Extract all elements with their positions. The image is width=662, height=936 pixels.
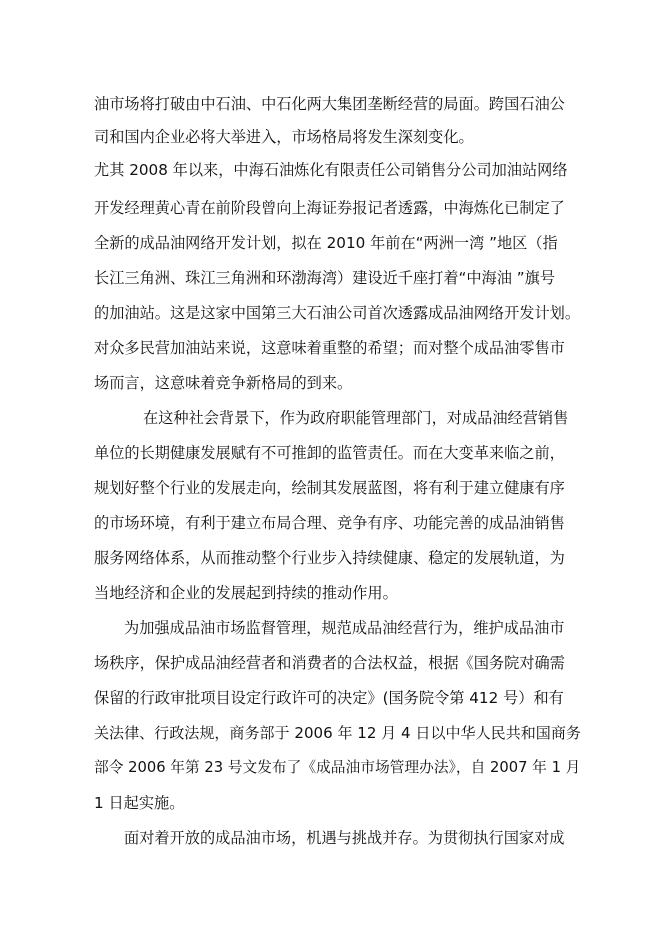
text-line: 服务网络体系，从而推动整个行业步入持续健康、稳定的发展轨道，为: [94, 549, 565, 567]
text-line: 的市场环境，有利于建立布局合理、竞争有序、功能完善的成品油销售: [94, 514, 565, 532]
text-line: 对众多民营加油站来说，这意味着重整的希望；而对整个成品油零售市: [94, 339, 565, 357]
text-line: 尤其 2008 年以来，中海石油炼化有限责任公司销售分公司加油站网络: [94, 161, 568, 179]
text-line: 规划好整个行业的发展走向，绘制其发展蓝图，将有利于建立健康有序: [94, 479, 565, 497]
text-line: 场秩序，保护成品油经营者和消费者的合法权益，根据《国务院对确需: [94, 654, 565, 672]
text-line: 全新的成品油网络开发计划，拟在 2010 年前在“两洲一湾 ”地区（指: [94, 234, 558, 252]
text-line: 司和国内企业必将大举进入，市场格局将发生深刻变化。: [94, 128, 474, 146]
text-line: 的加油站。这是这家中国第三大石油公司首次透露成品油网络开发计划。: [94, 304, 580, 322]
text-line: 开发经理黄心青在前阶段曾向上海证券报记者透露，中海炼化已制定了: [94, 199, 565, 217]
text-line: 场而言，这意味着竞争新格局的到来。: [94, 374, 353, 392]
text-line: 长江三角洲、珠江三角洲和环渤海湾）建设近千座打着“中海油 ”旗号: [94, 269, 556, 287]
text-line: 面对着开放的成品油市场，机遇与挑战并存。为贯彻执行国家对成: [124, 829, 565, 847]
text-line: 为加强成品油市场监督管理，规范成品油经营行为，维护成品油市: [124, 619, 565, 637]
text-line: 当地经济和企业的发展起到持续的推动作用。: [94, 584, 398, 602]
text-line: 油市场将打破由中石油、中石化两大集团垄断经营的局面。跨国石油公: [94, 95, 565, 113]
text-line: 关法律、行政法规，商务部于 2006 年 12 月 4 日以中华人民共和国商务: [94, 724, 581, 742]
text-line: 部令 2006 年第 23 号文发布了《成品油市场管理办法》，自 2007 年 1 月: [94, 759, 581, 776]
text-line: 在这种社会背景下，作为政府职能管理部门，对成品油经营销售: [143, 409, 569, 427]
text-line: 1 日起实施。: [94, 794, 185, 812]
text-line: 保留的行政审批项目设定行政许可的决定》(国务院令第 412 号）和有: [94, 689, 564, 707]
text-line: 单位的长期健康发展赋有不可推卸的监管责任。而在大变革来临之前，: [94, 444, 565, 462]
